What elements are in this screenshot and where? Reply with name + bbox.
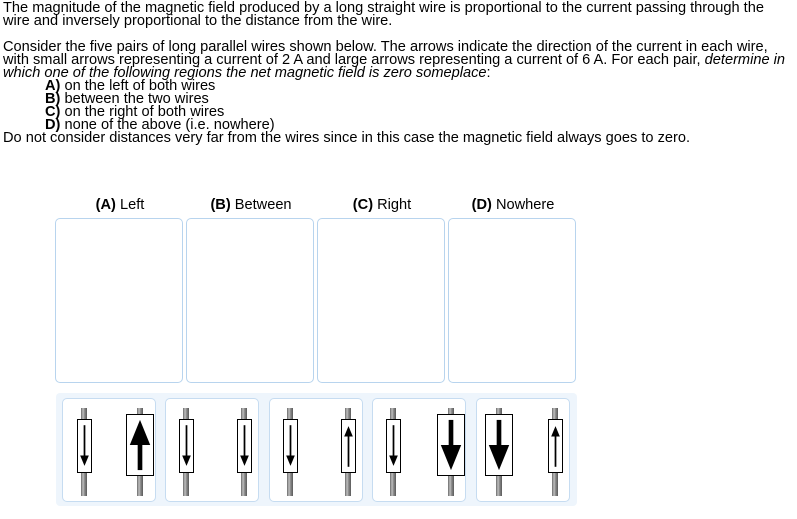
note: Do not consider distances very far from the wires since in this case the magnetic field always goes to zero. [3,130,691,146]
instructions-emphasis: determine in which one of the following regions the net magnetic field is zero someplace [3,52,785,81]
wire-pair-card-4[interactable] [372,398,466,502]
large-down-arrow-icon [437,414,465,476]
large-up-arrow-icon [126,414,154,476]
wire-pair-card-2[interactable] [165,398,259,502]
wire-pair-card-1[interactable] [62,398,156,502]
bin-label-nowhere: (D) Nowhere [471,197,555,213]
drop-bin-right[interactable] [317,218,445,383]
drop-bin-between[interactable] [186,218,314,383]
drop-bin-left[interactable] [55,218,183,383]
small-down-arrow-icon [283,419,298,473]
wire-pair-card-3[interactable] [269,398,363,502]
bin-label-between: (B) Between [210,197,292,213]
small-down-arrow-icon [179,419,194,473]
small-down-arrow-icon [386,419,401,473]
intro-paragraph: The magnitude of the magnetic field produced by a long straight wire is proportional to the current passing through the wire and inversely proportional to the distance from the wire. [3,0,764,29]
instructions-paragraph: Consider the five pairs of long parallel wires shown below. The arrows indicate the direction of the current in each wire, with small arrows representing a current of 2 A and large arrows representing a current of 6 A. For each pair, determine in which one of the following regions the net magnetic field is zero someplace: [3,39,785,81]
bin-label-left: (A) Left [95,197,145,213]
small-up-arrow-icon [548,419,563,473]
wire-pair-card-5[interactable] [476,398,570,502]
option-d: D) none of the above (i.e. nowhere) [45,117,275,133]
option-c: C) on the right of both wires [45,104,225,120]
drop-bin-nowhere[interactable] [448,218,576,383]
large-down-arrow-icon [485,414,513,476]
bin-label-right: (C) Right [352,197,412,213]
bin-labels [55,197,578,215]
small-up-arrow-icon [341,419,356,473]
question-text [3,2,793,145]
card-tray [56,393,577,506]
small-down-arrow-icon [237,419,252,473]
small-down-arrow-icon [77,419,92,473]
option-a: A) on the left of both wires [45,78,216,94]
option-b: B) between the two wires [45,91,209,107]
